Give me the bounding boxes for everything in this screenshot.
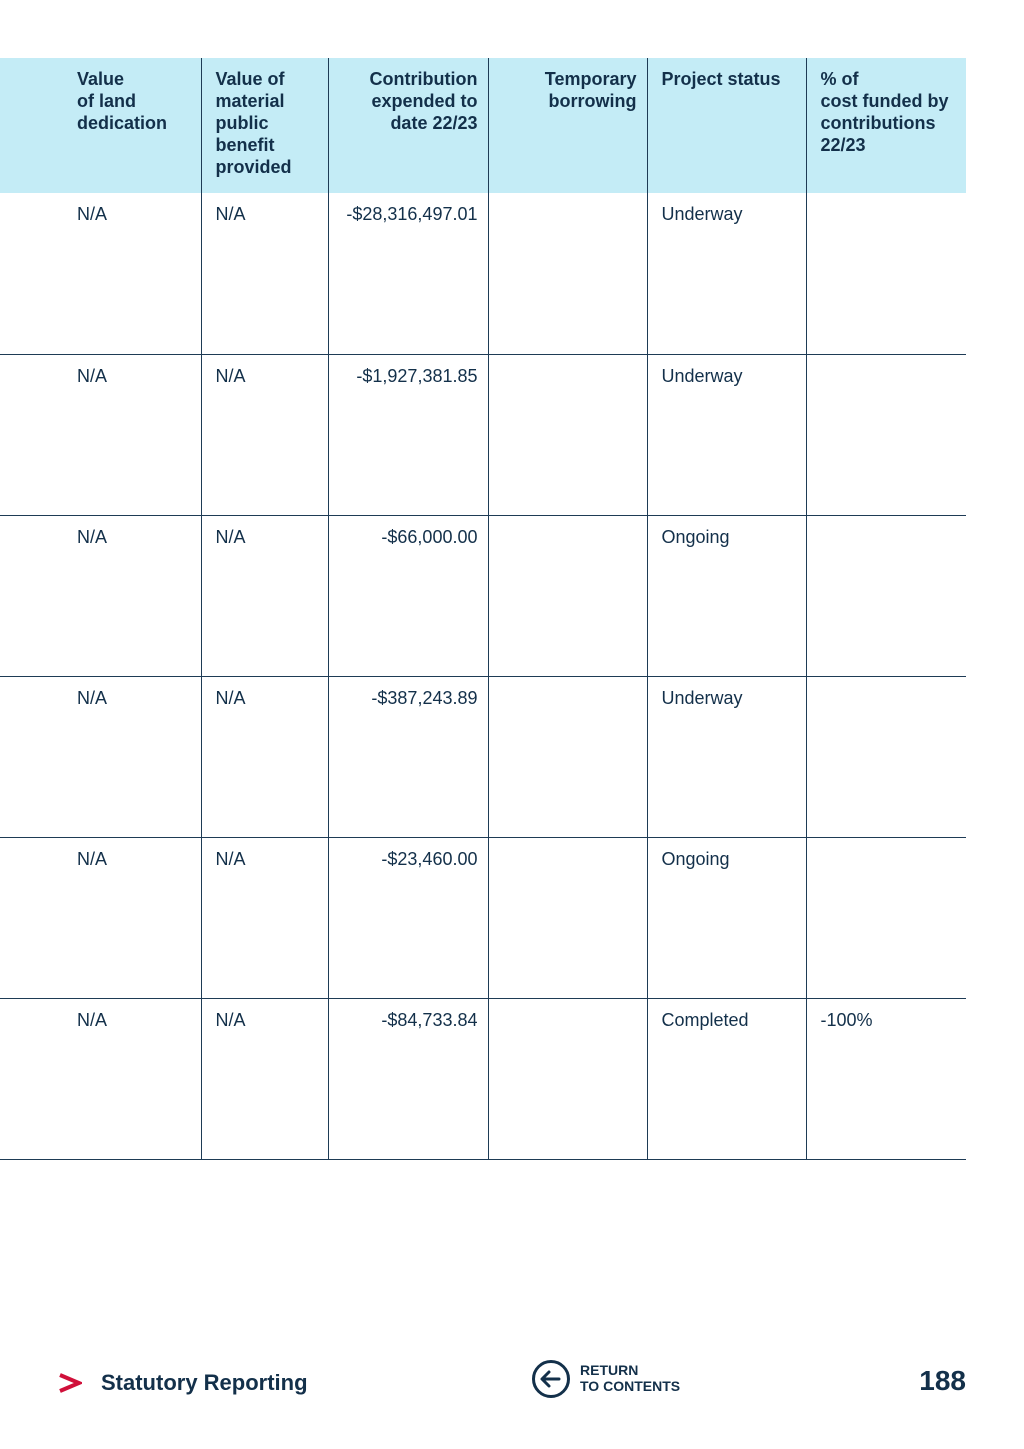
cell-percent-funded (806, 193, 966, 354)
return-label: RETURN TO CONTENTS (580, 1362, 681, 1394)
header-percent-cost-funded: % of cost funded by contributions 22/23 (806, 58, 966, 193)
table-header-row (0, 58, 966, 193)
cell-contribution-expended: -$387,243.89 (328, 676, 488, 837)
table-row (0, 193, 966, 354)
cell-land-dedication: N/A (0, 193, 201, 354)
cell-project-status: Ongoing (647, 515, 806, 676)
cell-project-status: Underway (647, 676, 806, 837)
header-value-of-land-dedication: Value of land dedication (0, 58, 201, 193)
header-temporary-borrowing: Temporary borrowing (488, 58, 647, 193)
cell-contribution-expended: -$28,316,497.01 (328, 193, 488, 354)
cell-percent-funded (806, 837, 966, 998)
cell-land-dedication: N/A (0, 998, 201, 1159)
cell-land-dedication: N/A (0, 354, 201, 515)
cell-contribution-expended: -$23,460.00 (328, 837, 488, 998)
cell-project-status: Completed (647, 998, 806, 1159)
cell-material-public-benefit: N/A (201, 998, 328, 1159)
cell-land-dedication: N/A (0, 676, 201, 837)
cell-contribution-expended: -$84,733.84 (328, 998, 488, 1159)
cell-contribution-expended: -$1,927,381.85 (328, 354, 488, 515)
table-row (0, 354, 966, 515)
cell-temporary-borrowing (488, 193, 647, 354)
cell-temporary-borrowing (488, 354, 647, 515)
cell-temporary-borrowing (488, 998, 647, 1159)
table-row (0, 837, 966, 998)
page-footer (0, 1355, 1024, 1415)
cell-material-public-benefit: N/A (201, 515, 328, 676)
table-row (0, 676, 966, 837)
cell-percent-funded (806, 354, 966, 515)
cell-percent-funded: -100% (806, 998, 966, 1159)
cell-material-public-benefit: N/A (201, 354, 328, 515)
section-title: Statutory Reporting (101, 1370, 308, 1395)
chevron-right-icon (58, 1372, 82, 1394)
arrow-left-circle-icon (531, 1359, 571, 1399)
cell-project-status: Ongoing (647, 837, 806, 998)
contributions-table-container (0, 58, 966, 1160)
cell-contribution-expended: -$66,000.00 (328, 515, 488, 676)
cell-percent-funded (806, 676, 966, 837)
cell-land-dedication: N/A (0, 515, 201, 676)
cell-percent-funded (806, 515, 966, 676)
cell-temporary-borrowing (488, 515, 647, 676)
page-number: 188 (919, 1365, 966, 1396)
header-project-status: Project status (647, 58, 806, 193)
cell-material-public-benefit: N/A (201, 676, 328, 837)
cell-temporary-borrowing (488, 676, 647, 837)
cell-material-public-benefit: N/A (201, 837, 328, 998)
cell-project-status: Underway (647, 354, 806, 515)
table-row (0, 998, 966, 1159)
contributions-table (0, 58, 966, 1160)
header-value-of-material-public-benefit: Value of material public benefit provided (201, 58, 328, 193)
table-row (0, 515, 966, 676)
cell-temporary-borrowing (488, 837, 647, 998)
cell-land-dedication: N/A (0, 837, 201, 998)
header-contribution-expended: Contribution expended to date 22/23 (328, 58, 488, 193)
cell-material-public-benefit: N/A (201, 193, 328, 354)
cell-project-status: Underway (647, 193, 806, 354)
